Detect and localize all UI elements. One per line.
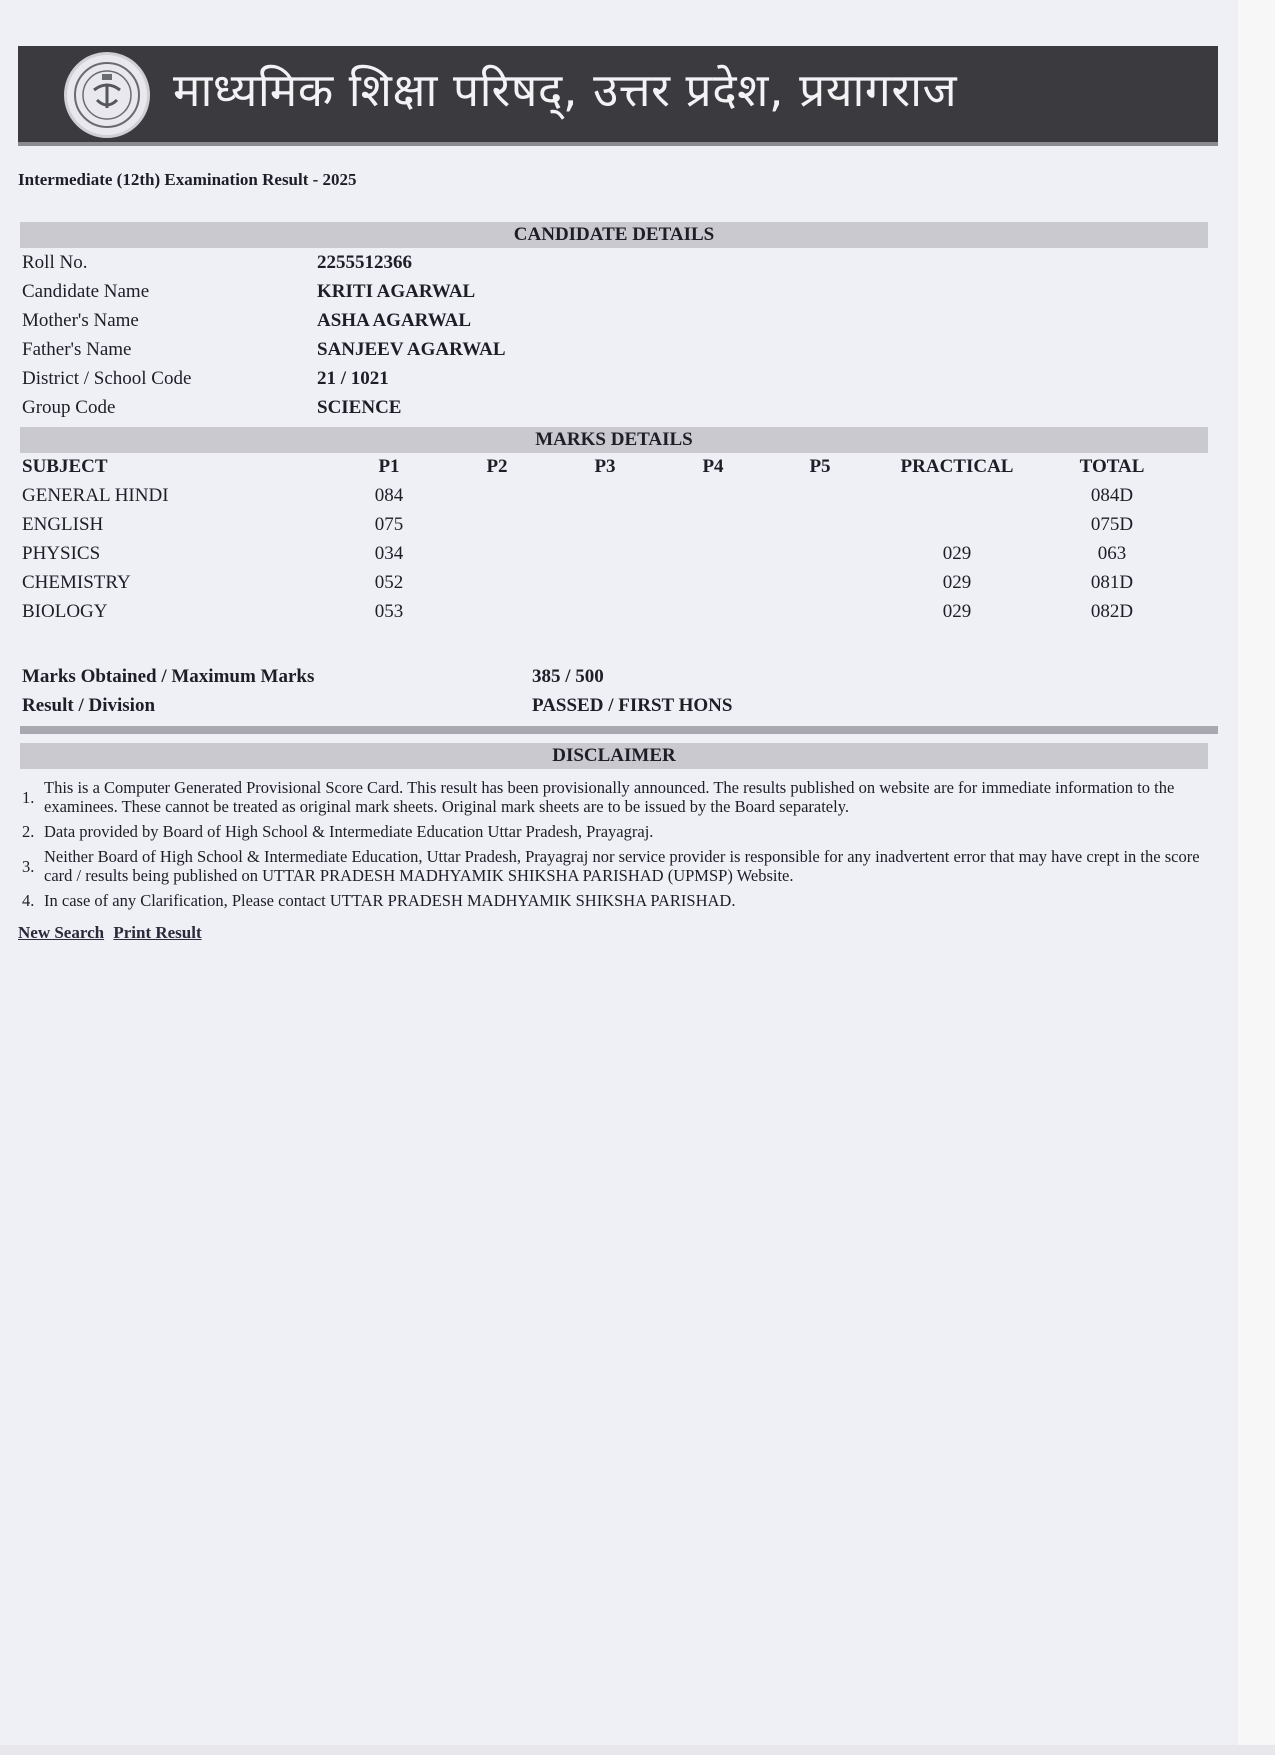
disclaimer-text: This is a Computer Generated Provisional Score Card. This result has been provisionally announced. The results published on website are for immediate information to the examinees. These cannot be treated as original mark sheets. Original mark sheets are to be issued by the Board separately. (44, 778, 1175, 816)
subject-cell: BIOLOGY (22, 601, 108, 622)
marks-table (22, 456, 1202, 630)
disclaimer-number: 1. (22, 788, 35, 807)
column-header-p2: P2 (486, 456, 508, 477)
disclaimer-item (22, 847, 1207, 885)
up-government-emblem-icon (64, 52, 150, 138)
marks-header-row (22, 456, 1202, 485)
section-divider (20, 726, 1218, 734)
new-search-link[interactable]: New Search (18, 923, 105, 942)
detail-value: SANJEEV AGARWAL (317, 339, 506, 360)
total-cell: 075D (1090, 514, 1134, 535)
detail-value: ASHA AGARWAL (317, 310, 472, 331)
detail-value: SCIENCE (317, 397, 402, 418)
p1-cell: 052 (374, 572, 404, 593)
practical-cell: 029 (942, 601, 972, 622)
disclaimer-number: 3. (22, 857, 35, 876)
detail-value: 21 / 1021 (317, 368, 389, 389)
column-header-p1: P1 (378, 456, 400, 477)
print-result-link[interactable]: Print Result (113, 923, 202, 942)
p1-cell: 053 (374, 601, 404, 622)
column-header-p5: P5 (809, 456, 831, 477)
disclaimer-text: Data provided by Board of High School & Intermediate Education Uttar Pradesh, Prayagraj. (44, 822, 654, 841)
detail-label: Group Code (22, 397, 116, 418)
marks-details-heading: MARKS DETAILS (20, 427, 1208, 453)
table-row (22, 601, 1202, 630)
total-cell: 084D (1090, 485, 1134, 506)
result-division-label: Result / Division (22, 695, 156, 716)
result-division-value: PASSED / FIRST HONS (532, 695, 733, 716)
detail-value: 2255512366 (317, 252, 412, 273)
table-row (22, 543, 1202, 572)
disclaimer-item (22, 778, 1207, 816)
detail-label: Mother's Name (22, 310, 139, 331)
disclaimer-text: Neither Board of High School & Intermediate Education, Uttar Pradesh, Prayagraj nor service provider is responsible for any inadvertent error that may have crept in the score card / results being published on UTTAR PRADESH MADHYAMIK SHIKSHA PARISHAD (UPMSP) Website. (44, 847, 1200, 885)
disclaimer-item (22, 822, 1207, 841)
disclaimer-heading: DISCLAIMER (20, 743, 1208, 769)
detail-value: KRITI AGARWAL (317, 281, 476, 302)
paper-edge-right (1238, 0, 1275, 1755)
result-division-row (22, 695, 733, 717)
practical-cell: 029 (942, 543, 972, 564)
detail-label: Roll No. (22, 252, 88, 273)
candidate-details-heading: CANDIDATE DETAILS (20, 222, 1208, 248)
result-links (18, 923, 207, 943)
subject-cell: GENERAL HINDI (22, 485, 169, 506)
disclaimer-item (22, 891, 1207, 910)
table-row (22, 514, 1202, 543)
marks-obtained-row (22, 666, 604, 688)
p1-cell: 084 (374, 485, 404, 506)
disclaimer-list (22, 778, 1207, 916)
exam-title: Intermediate (12th) Examination Result - 2025 (18, 170, 357, 189)
column-header-practical: PRACTICAL (900, 456, 1014, 477)
table-row (22, 572, 1202, 601)
total-cell: 082D (1090, 601, 1134, 622)
marks-obtained-value: 385 / 500 (532, 666, 604, 687)
column-header-total: TOTAL (1079, 456, 1145, 477)
detail-label: District / School Code (22, 368, 192, 389)
detail-label: Father's Name (22, 339, 132, 360)
disclaimer-text: In case of any Clarification, Please contact UTTAR PRADESH MADHYAMIK SHIKSHA PARISHAD. (44, 891, 736, 910)
detail-label: Candidate Name (22, 281, 150, 302)
header-banner (18, 46, 1218, 146)
practical-cell: 029 (942, 572, 972, 593)
paper-edge-bottom (0, 1745, 1275, 1755)
disclaimer-number: 4. (22, 891, 35, 910)
column-header-p3: P3 (594, 456, 616, 477)
total-cell: 063 (1097, 543, 1127, 564)
marks-obtained-label: Marks Obtained / Maximum Marks (22, 666, 315, 687)
column-header-subject: SUBJECT (22, 456, 108, 477)
p1-cell: 075 (374, 514, 404, 535)
column-header-p4: P4 (702, 456, 724, 477)
subject-cell: ENGLISH (22, 514, 104, 535)
subject-cell: PHYSICS (22, 543, 101, 564)
board-name-title: माध्यमिक शिक्षा परिषद्, उत्तर प्रदेश, प्रयागराज (173, 63, 958, 117)
table-row (22, 485, 1202, 514)
subject-cell: CHEMISTRY (22, 572, 131, 593)
p1-cell: 034 (374, 543, 404, 564)
total-cell: 081D (1090, 572, 1134, 593)
disclaimer-number: 2. (22, 822, 35, 841)
